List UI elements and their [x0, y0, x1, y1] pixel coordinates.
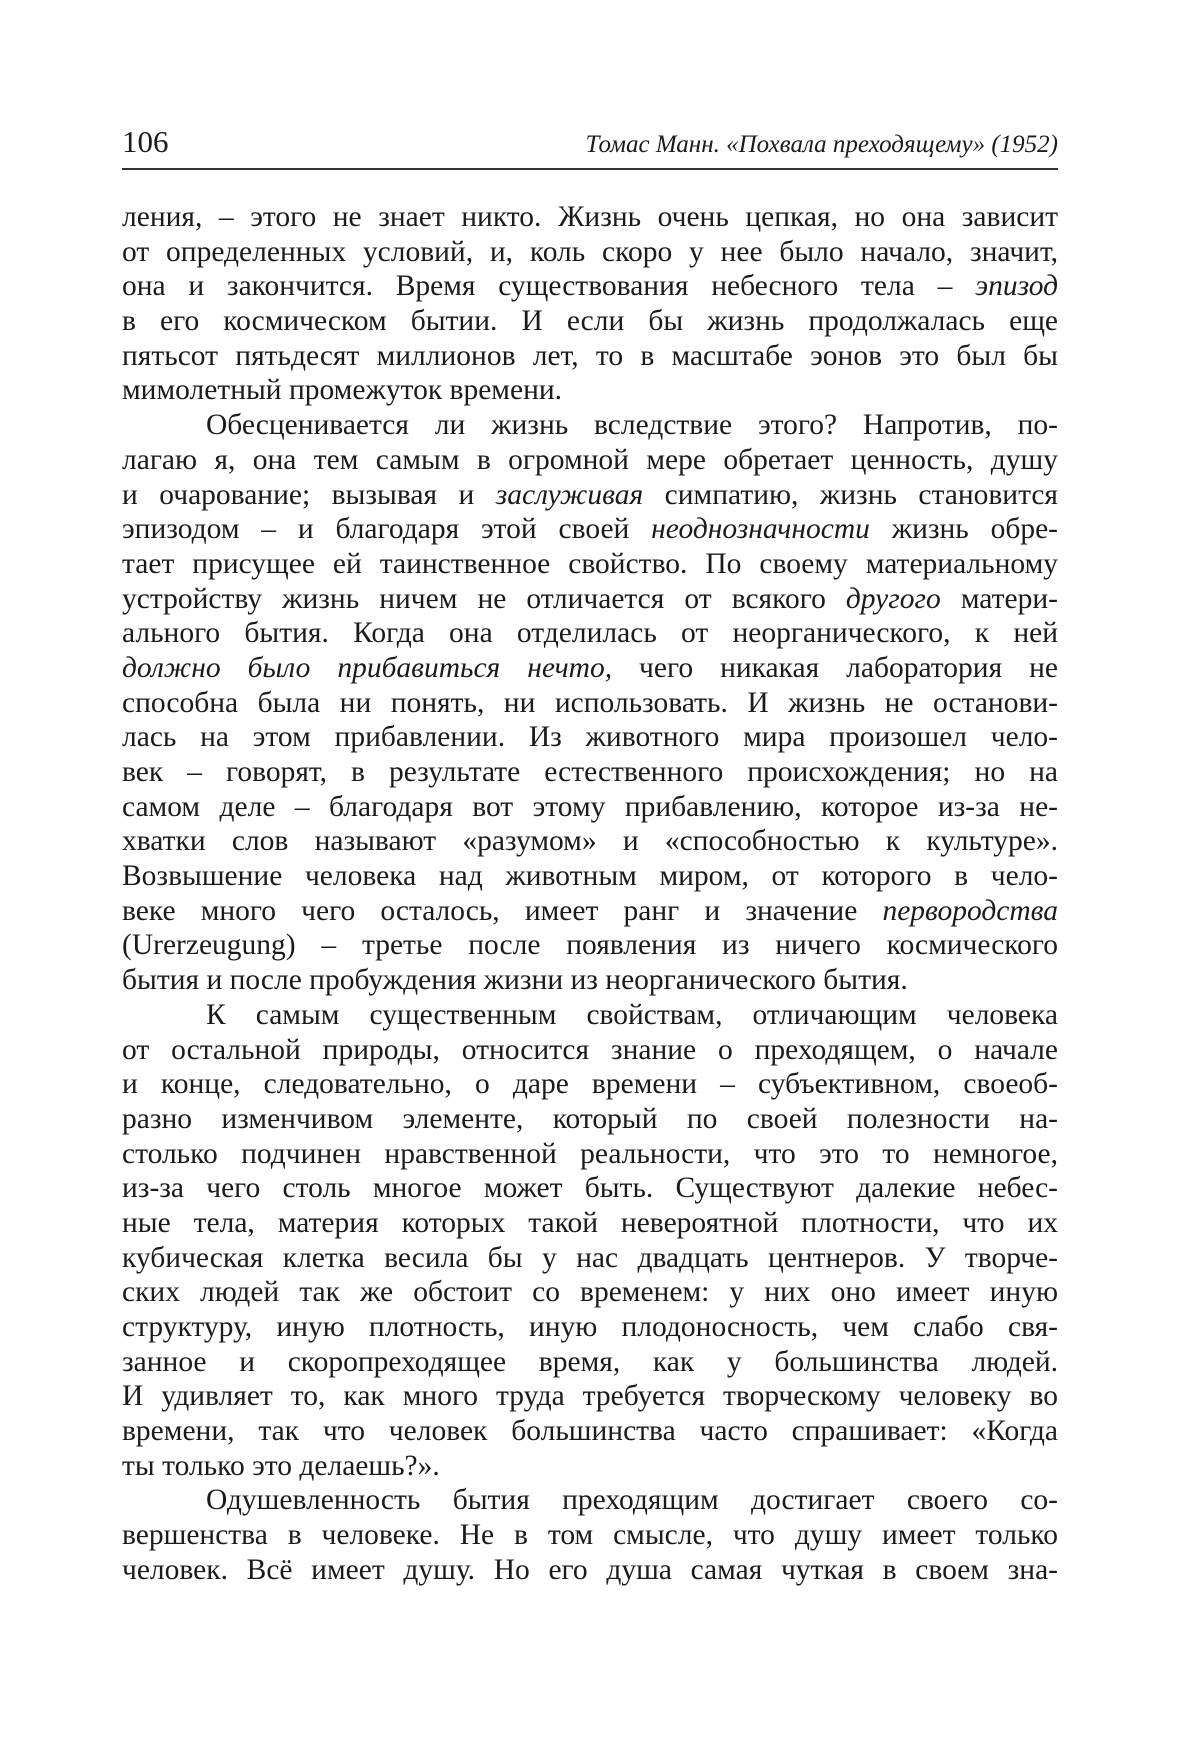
- text-line: [122, 1310, 1058, 1345]
- text-run: она и закончится. Время существования небесного тела –: [122, 270, 976, 303]
- paragraph: [122, 998, 1058, 1484]
- text-run: чего никакая лаборатория не: [612, 651, 1058, 684]
- text-run: К самым существенным свойствам, отличающим человека: [206, 998, 1058, 1031]
- text-run: ты только это делаешь?».: [122, 1449, 440, 1482]
- text-line: [122, 1553, 1058, 1588]
- text-run: вершенства в человеке. Не в том смысле, что душу имеет только: [122, 1519, 1058, 1552]
- text-line: [122, 1379, 1058, 1414]
- text-run: ального бытия. Когда она отделилась от неорганического, к ней: [122, 617, 1058, 650]
- text-line: [122, 1102, 1058, 1137]
- text-run: жизнь обре-: [869, 513, 1058, 546]
- running-title: Томас Манн. «Похвала преходящему» (1952): [585, 131, 1058, 158]
- text-run: ских людей так же обстоит со временем: у них оно имеет иную: [122, 1276, 1058, 1309]
- text-line: [122, 443, 1058, 478]
- text-run: самом деле – благодаря вот этому прибавлению, которое из-за не-: [122, 790, 1058, 823]
- text-run: в его космическом бытии. И если бы жизнь продолжалась еще: [122, 305, 1058, 338]
- text-line: [122, 304, 1058, 339]
- text-line: [122, 790, 1058, 825]
- text-run: хватки слов называют «разумом» и «способностью к культуре».: [122, 825, 1058, 858]
- text-run: от остальной природы, относится знание о преходящем, о начале: [122, 1033, 1058, 1066]
- text-run: матери-: [940, 582, 1058, 615]
- text-line: [122, 824, 1058, 859]
- text-line: [122, 1518, 1058, 1553]
- italic-text: должно было прибавиться нечто,: [122, 651, 613, 684]
- text-line: [122, 616, 1058, 651]
- text-line: [122, 547, 1058, 582]
- text-run: ления, – этого не знает никто. Жизнь очень цепкая, но она зависит: [122, 201, 1058, 233]
- body-text: [122, 200, 1058, 1588]
- text-run: от определенных условий, и, коль скоро у нее было начало, значит,: [122, 235, 1058, 268]
- text-run: бытия и после пробуждения жизни из неорганического бытия.: [122, 964, 908, 997]
- text-run: из-за чего столь многое может быть. Существуют далекие небес-: [122, 1172, 1058, 1205]
- paragraph: [122, 1483, 1058, 1587]
- text-run: разно изменчивом элементе, который по своей полезности на-: [122, 1102, 1058, 1135]
- text-line: [122, 1137, 1058, 1172]
- text-line: [122, 1414, 1058, 1449]
- text-line: [122, 582, 1058, 617]
- text-run: устройству жизнь ничем не отличается от всякого: [122, 582, 846, 615]
- text-run: И удивляет то, как много труда требуется творческому человеку во: [122, 1380, 1058, 1413]
- text-run: Возвышение человека над животным миром, от которого в чело-: [122, 860, 1058, 893]
- text-line: [122, 859, 1058, 894]
- text-line: [122, 269, 1058, 304]
- text-line: [122, 1483, 1058, 1518]
- paragraph: [122, 200, 1058, 408]
- text-line: [122, 200, 1058, 235]
- text-line: [122, 998, 1058, 1033]
- text-run: веке много чего осталось, имеет ранг и значение: [122, 894, 883, 927]
- text-line: [122, 339, 1058, 374]
- text-line: [122, 1345, 1058, 1380]
- text-line: [122, 651, 1058, 686]
- text-run: занное и скоропреходящее время, как у большинства людей.: [122, 1345, 1058, 1378]
- italic-text: первородства: [882, 894, 1058, 927]
- text-run: и очарование; вызывая и: [122, 478, 496, 511]
- text-run: мимолетный промежуток времени.: [122, 374, 563, 407]
- text-run: ные тела, материя которых такой невероятной плотности, что их: [122, 1206, 1058, 1239]
- text-run: и конце, следовательно, о даре времени – субъективном, своеоб-: [122, 1068, 1058, 1101]
- italic-text: заслуживая: [495, 478, 644, 511]
- text-run: лагаю я, она тем самым в огромной мере обретает ценность, душу: [122, 443, 1058, 476]
- italic-text: эпизод: [975, 270, 1058, 303]
- page-number: 106: [122, 124, 169, 159]
- text-run: Одушевленность бытия преходящим достигает своего со-: [206, 1484, 1058, 1517]
- text-run: Обесценивается ли жизнь вследствие этого? Напротив, по-: [206, 409, 1058, 442]
- text-run: симпатию, жизнь становится: [643, 478, 1058, 511]
- text-run: лась на этом прибавлении. Из животного мира произошел чело-: [122, 721, 1058, 754]
- text-run: столько подчинен нравственной реальности, что это то немногое,: [122, 1137, 1058, 1170]
- text-line: [122, 720, 1058, 755]
- text-line: [122, 1275, 1058, 1310]
- text-run: (Urerzeugung) – третье после появления из ничего космического: [122, 929, 1058, 962]
- text-line: [122, 963, 1058, 998]
- text-line: [122, 686, 1058, 721]
- text-line: [122, 1449, 1058, 1484]
- paragraph: [122, 408, 1058, 998]
- text-run: век – говорят, в результате естественного происхождения; но на: [122, 756, 1058, 788]
- text-run: эпизодом – и благодаря этой своей: [122, 513, 652, 546]
- text-run: способна была ни понять, ни использовать. И жизнь не останови-: [122, 686, 1058, 719]
- text-run: человек. Всё имеет душу. Но его душа самая чуткая в своем зна-: [122, 1553, 1058, 1586]
- text-run: времени, так что человек большинства часто спрашивает: «Когда: [122, 1415, 1058, 1448]
- text-line: [122, 408, 1058, 443]
- text-line: [122, 478, 1058, 513]
- page-header: [122, 118, 1058, 170]
- text-line: [122, 1171, 1058, 1206]
- text-line: [122, 1206, 1058, 1241]
- italic-text: другого: [845, 582, 941, 615]
- text-line: [122, 755, 1058, 790]
- text-run: структуру, иную плотность, иную плодоносность, чем слабо свя-: [122, 1311, 1058, 1343]
- text-line: [122, 512, 1058, 547]
- text-run: пятьсот пятьдесят миллионов лет, то в масштабе эонов это был бы: [122, 339, 1058, 372]
- text-line: [122, 235, 1058, 270]
- text-line: [122, 1033, 1058, 1068]
- text-line: [122, 1241, 1058, 1276]
- text-line: [122, 1067, 1058, 1102]
- text-run: тает присущее ей таинственное свойство. По своему материальному: [122, 547, 1058, 580]
- text-line: [122, 928, 1058, 963]
- text-line: [122, 373, 1058, 408]
- text-line: [122, 894, 1058, 929]
- text-run: кубическая клетка весила бы у нас двадцать центнеров. У творче-: [122, 1241, 1058, 1274]
- italic-text: неоднозначности: [651, 513, 870, 546]
